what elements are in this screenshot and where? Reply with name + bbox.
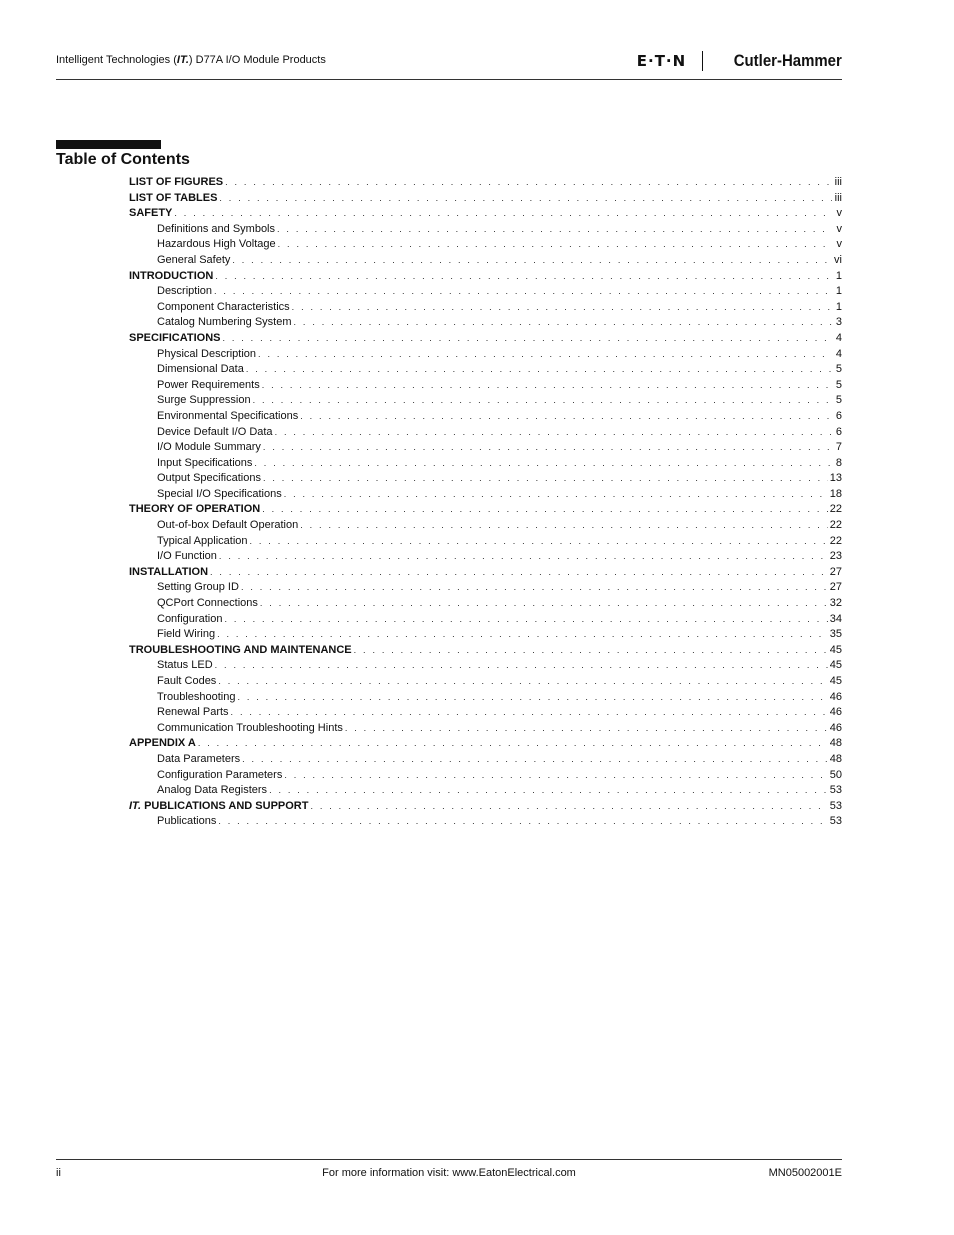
toc-section-entry[interactable] bbox=[129, 331, 842, 347]
dot-leader bbox=[262, 378, 832, 394]
toc-entry-page: 48 bbox=[829, 737, 842, 750]
toc-entry-label: Special I/O Specifications bbox=[157, 487, 282, 500]
toc-entry-page: 22 bbox=[829, 503, 842, 516]
dot-leader bbox=[174, 206, 832, 222]
toc-entry-label: Hazardous High Voltage bbox=[157, 238, 276, 251]
toc-subsection-entry[interactable] bbox=[129, 534, 842, 550]
dot-leader bbox=[263, 471, 828, 487]
toc-entry-label: SPECIFICATIONS bbox=[129, 331, 221, 344]
toc-subsection-entry[interactable] bbox=[129, 658, 842, 674]
dot-leader bbox=[345, 721, 828, 737]
toc-entry-page: 5 bbox=[835, 394, 842, 407]
toc-subsection-entry[interactable] bbox=[129, 580, 842, 596]
toc-entry-label: Typical Application bbox=[157, 534, 248, 547]
toc-entry-page: 5 bbox=[835, 378, 842, 391]
toc-entry-page: vi bbox=[834, 253, 842, 266]
toc-entry-label: Fault Codes bbox=[157, 675, 217, 687]
dot-leader bbox=[277, 222, 832, 238]
brand-block bbox=[637, 50, 842, 72]
toc-entry-label: Publications bbox=[157, 815, 217, 828]
footer-website-link[interactable]: For more information visit: www.EatonElectrical.com bbox=[322, 1167, 576, 1179]
dot-leader bbox=[218, 814, 827, 830]
toc-entry-page: v bbox=[836, 222, 842, 235]
toc-entry-label: Configuration bbox=[157, 612, 223, 625]
toc-subsection-entry[interactable] bbox=[129, 237, 842, 253]
dot-leader bbox=[354, 643, 828, 659]
toc-entry-page: v bbox=[836, 207, 842, 220]
toc-subsection-entry[interactable] bbox=[129, 768, 842, 784]
dot-leader bbox=[241, 580, 828, 596]
dot-leader bbox=[269, 783, 828, 799]
toc-entry-label: IT. PUBLICATIONS AND SUPPORT bbox=[129, 799, 309, 812]
toc-entry-page: 34 bbox=[829, 612, 842, 625]
toc-entry-page: 22 bbox=[829, 534, 842, 547]
document-number: MN05002001E bbox=[768, 1167, 842, 1179]
dot-leader bbox=[219, 549, 828, 565]
document-title bbox=[56, 54, 326, 66]
page-footer bbox=[56, 1159, 842, 1190]
dot-leader bbox=[284, 487, 828, 503]
dot-leader bbox=[218, 674, 827, 690]
toc-subsection-entry[interactable] bbox=[129, 627, 842, 643]
dot-leader bbox=[300, 518, 828, 534]
toc-entry-label: I/O Function bbox=[157, 550, 217, 563]
toc-entry-page: 22 bbox=[829, 519, 842, 532]
toc-section-entry[interactable] bbox=[129, 269, 842, 285]
toc-entry-label: Renewal Parts bbox=[157, 706, 229, 719]
toc-section-entry[interactable] bbox=[129, 643, 842, 659]
toc-section-entry[interactable] bbox=[129, 502, 842, 518]
title-suffix: ) D77A I/O Module Products bbox=[188, 54, 326, 66]
dot-leader bbox=[300, 409, 832, 425]
dot-leader bbox=[224, 612, 827, 628]
dot-leader bbox=[219, 191, 832, 207]
dot-leader bbox=[231, 705, 828, 721]
dot-leader bbox=[262, 502, 828, 518]
dot-leader bbox=[284, 768, 827, 784]
brand-divider bbox=[702, 51, 703, 71]
toc-entry-page: 27 bbox=[829, 581, 842, 594]
dot-leader bbox=[215, 658, 828, 674]
dot-leader bbox=[215, 269, 832, 285]
toc-entry-page: 45 bbox=[829, 675, 842, 687]
toc-section-entry[interactable] bbox=[129, 175, 842, 191]
toc-entry-page: iii bbox=[834, 191, 842, 204]
toc-entry-page: 27 bbox=[829, 565, 842, 578]
dot-leader bbox=[222, 331, 832, 347]
toc-entry-label: Definitions and Symbols bbox=[157, 222, 276, 235]
dot-leader bbox=[253, 393, 832, 409]
toc-subsection-entry[interactable] bbox=[129, 596, 842, 612]
toc-entry-label: Environmental Specifications bbox=[157, 409, 299, 422]
toc-entry-page: 53 bbox=[829, 799, 842, 812]
toc-entry-label: Dimensional Data bbox=[157, 363, 244, 376]
toc-subsection-entry[interactable] bbox=[129, 783, 842, 799]
dot-leader bbox=[217, 627, 828, 643]
toc-entry-page: 4 bbox=[835, 347, 842, 360]
toc-entry-label: SAFETY bbox=[129, 207, 173, 220]
toc-subsection-entry[interactable] bbox=[129, 362, 842, 378]
toc-entry-label: Physical Description bbox=[157, 347, 257, 360]
page-header bbox=[56, 46, 842, 80]
toc-entry-page: 50 bbox=[829, 768, 842, 781]
toc-subsection-entry[interactable] bbox=[129, 300, 842, 316]
toc-entry-label: Analog Data Registers bbox=[157, 784, 268, 797]
cutler-hammer-logo: Cutler-Hammer bbox=[733, 51, 842, 70]
toc-entry-page: 53 bbox=[829, 815, 842, 828]
toc-subsection-entry[interactable] bbox=[129, 612, 842, 628]
toc-entry-label: INTRODUCTION bbox=[129, 269, 214, 282]
dot-leader bbox=[214, 284, 832, 300]
toc-entry-label: Field Wiring bbox=[157, 628, 216, 641]
toc-section-entry[interactable] bbox=[129, 191, 842, 207]
toc-subsection-entry[interactable] bbox=[129, 471, 842, 487]
toc-entry-label: I/O Module Summary bbox=[157, 441, 261, 454]
toc-entry-page: 5 bbox=[835, 363, 842, 376]
dot-leader bbox=[246, 362, 832, 378]
toc-subsection-entry[interactable] bbox=[129, 409, 842, 425]
toc-subsection-entry[interactable] bbox=[129, 253, 842, 269]
toc-entry-label: LIST OF TABLES bbox=[129, 191, 218, 204]
toc-section-entry[interactable] bbox=[129, 736, 842, 752]
toc-subsection-entry[interactable] bbox=[129, 705, 842, 721]
toc-heading: Table of Contents bbox=[56, 151, 190, 168]
toc-entry-page: 13 bbox=[829, 472, 842, 485]
toc-entry-page: 18 bbox=[829, 487, 842, 500]
title-italic: IT. bbox=[176, 54, 189, 66]
toc-entry-page: 1 bbox=[835, 300, 842, 313]
toc-entry-page: 3 bbox=[835, 316, 842, 329]
toc-entry-label: Catalog Numbering System bbox=[157, 316, 292, 329]
toc-entry-label: Communication Troubleshooting Hints bbox=[157, 721, 343, 734]
toc-subsection-entry[interactable] bbox=[129, 721, 842, 737]
dot-leader bbox=[237, 690, 827, 706]
toc-subsection-entry[interactable] bbox=[129, 440, 842, 456]
toc-subsection-entry[interactable] bbox=[129, 814, 842, 830]
toc-entry-label: Device Default I/O Data bbox=[157, 425, 273, 438]
dot-leader bbox=[242, 752, 828, 768]
toc-entry-label: General Safety bbox=[157, 253, 231, 266]
toc-entry-label: Surge Suppression bbox=[157, 394, 251, 407]
toc-entry-label: THEORY OF OPERATION bbox=[129, 503, 261, 516]
toc-entry-page: 46 bbox=[829, 690, 842, 703]
toc-subsection-entry[interactable] bbox=[129, 456, 842, 472]
toc-entry-label: Input Specifications bbox=[157, 456, 253, 469]
dot-leader bbox=[260, 596, 828, 612]
dot-leader bbox=[294, 315, 832, 331]
toc-subsection-entry[interactable] bbox=[129, 549, 842, 565]
toc-entry-page: 45 bbox=[829, 659, 842, 672]
toc-entry-page: 8 bbox=[835, 456, 842, 469]
table-of-contents bbox=[129, 175, 842, 830]
toc-subsection-entry[interactable] bbox=[129, 518, 842, 534]
toc-entry-page: 32 bbox=[829, 597, 842, 610]
dot-leader bbox=[254, 456, 832, 472]
toc-entry-page: 46 bbox=[829, 706, 842, 719]
toc-entry-page: v bbox=[836, 238, 842, 251]
toc-subsection-entry[interactable] bbox=[129, 315, 842, 331]
label-italic-prefix: IT. bbox=[129, 799, 142, 812]
toc-entry-label: Power Requirements bbox=[157, 378, 260, 391]
toc-entry-page: 48 bbox=[829, 752, 842, 765]
toc-subsection-entry[interactable] bbox=[129, 222, 842, 238]
toc-entry-label: Setting Group ID bbox=[157, 581, 239, 594]
dot-leader bbox=[258, 347, 832, 363]
dot-leader bbox=[275, 425, 832, 441]
toc-entry-label: QCPort Connections bbox=[157, 597, 258, 610]
toc-entry-label: Output Specifications bbox=[157, 472, 261, 485]
toc-entry-label: Data Parameters bbox=[157, 752, 241, 765]
toc-subsection-entry[interactable] bbox=[129, 378, 842, 394]
toc-section-entry[interactable] bbox=[129, 799, 842, 815]
dot-leader bbox=[210, 565, 828, 581]
toc-subsection-entry[interactable] bbox=[129, 347, 842, 363]
dot-leader bbox=[225, 175, 832, 191]
toc-entry-label: Configuration Parameters bbox=[157, 768, 283, 781]
toc-entry-page: 35 bbox=[829, 628, 842, 641]
toc-entry-page: 23 bbox=[829, 550, 842, 563]
title-prefix: Intelligent Technologies ( bbox=[56, 54, 177, 66]
toc-entry-page: 1 bbox=[835, 269, 842, 282]
toc-entry-page: 7 bbox=[835, 441, 842, 454]
dot-leader bbox=[263, 440, 832, 456]
toc-entry-page: 45 bbox=[829, 643, 842, 656]
toc-entry-label: Component Characteristics bbox=[157, 300, 290, 313]
toc-subsection-entry[interactable] bbox=[129, 690, 842, 706]
toc-entry-label: Troubleshooting bbox=[157, 690, 236, 703]
page-number: ii bbox=[56, 1167, 61, 1179]
toc-subsection-entry[interactable] bbox=[129, 674, 842, 690]
toc-entry-page: 53 bbox=[829, 784, 842, 797]
toc-entry-page: 6 bbox=[835, 425, 842, 438]
dot-leader bbox=[292, 300, 832, 316]
toc-entry-page: 4 bbox=[835, 331, 842, 344]
toc-entry-label: TROUBLESHOOTING AND MAINTENANCE bbox=[129, 643, 352, 656]
toc-subsection-entry[interactable] bbox=[129, 487, 842, 503]
toc-entry-page: iii bbox=[834, 176, 842, 188]
dot-leader bbox=[278, 237, 832, 253]
dot-leader bbox=[250, 534, 828, 550]
toc-subsection-entry[interactable] bbox=[129, 393, 842, 409]
toc-entry-page: 46 bbox=[829, 721, 842, 734]
toc-entry-label: INSTALLATION bbox=[129, 565, 209, 578]
toc-entry-label: Out-of-box Default Operation bbox=[157, 519, 299, 532]
toc-entry-page: 6 bbox=[835, 409, 842, 422]
toc-section-entry[interactable] bbox=[129, 206, 842, 222]
toc-subsection-entry[interactable] bbox=[129, 425, 842, 441]
toc-section-entry[interactable] bbox=[129, 565, 842, 581]
dot-leader bbox=[310, 799, 827, 815]
toc-entry-label: Description bbox=[157, 285, 213, 298]
dot-leader bbox=[198, 736, 828, 752]
toc-entry-label: LIST OF FIGURES bbox=[129, 176, 224, 188]
dot-leader bbox=[232, 253, 832, 269]
toc-entry-page: 1 bbox=[835, 285, 842, 298]
toc-entry-label: APPENDIX A bbox=[129, 737, 196, 750]
toc-entry-label: Status LED bbox=[157, 659, 213, 672]
toc-subsection-entry[interactable] bbox=[129, 752, 842, 768]
toc-subsection-entry[interactable] bbox=[129, 284, 842, 300]
eaton-logo: E·T·N bbox=[636, 52, 687, 70]
heading-accent-bar bbox=[56, 140, 161, 149]
